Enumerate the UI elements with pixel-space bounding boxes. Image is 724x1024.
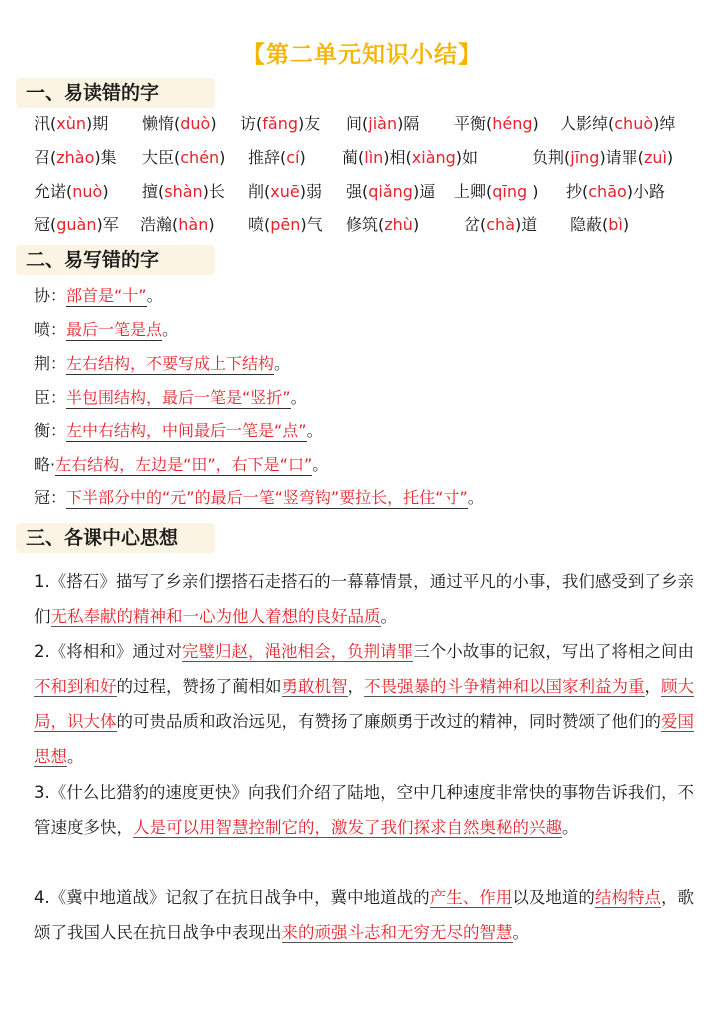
lesson-summary-4: 4.《冀中地道战》记叙了在抗日战争中，冀中地道战的产生、作用以及地道的结构特点，歌颂了我国人民在抗日战争中表现出来的顽强斗志和无穷无尽的智慧。 bbox=[34, 888, 695, 942]
pinyin-item: 浩瀚(hàn) bbox=[140, 215, 215, 234]
lesson-summary-3: 3.《什么比猎豹的速度更快》向我们介绍了陆地，空中几种速度非常快的事物告诉我们，不管速度多快，人是可以用智慧控制它的，激发了我们探求自然奥秘的兴趣。 bbox=[34, 783, 694, 837]
pinyin-item: 人影绰(chuò)绰 bbox=[560, 114, 676, 133]
page-title: 【第二单元知识小结】 bbox=[242, 42, 482, 68]
pinyin-item: 上卿(qīng ) bbox=[454, 182, 539, 201]
pinyin-item: 推辞(cí) bbox=[248, 148, 306, 167]
pinyin-item: 懒惰(duò) bbox=[142, 114, 217, 133]
pinyin-item: 访(fǎng)友 bbox=[240, 114, 321, 133]
writing-rule-row: 荆：左右结构，不要写成上下结构。 bbox=[34, 354, 291, 373]
pinyin-item: 擅(shàn)长 bbox=[142, 182, 225, 201]
pinyin-item: 抄(chāo)小路 bbox=[566, 182, 666, 201]
pinyin-item: 冠(guàn)军 bbox=[34, 215, 119, 234]
pinyin-item: 喷(pēn)气 bbox=[248, 215, 323, 234]
pinyin-item: 大臣(chén) bbox=[142, 148, 226, 167]
pinyin-item: 强(qiǎng)逼 bbox=[346, 182, 436, 201]
pinyin-item: 蔺(lìn)相(xiàng)如 bbox=[342, 148, 479, 167]
pinyin-item: 负荆(jīng)请罪(zuì) bbox=[532, 148, 674, 167]
section-heading-misread: 一、易读错的字 bbox=[16, 78, 215, 108]
pinyin-item: 隐蔽(bì) bbox=[570, 215, 630, 234]
writing-rule-row: 喷：最后一笔是点。 bbox=[34, 320, 179, 339]
section-heading-miswritten: 二、易写错的字 bbox=[16, 245, 215, 275]
section-heading-central-ideas: 三、各课中心思想 bbox=[16, 523, 215, 553]
pinyin-item: 召(zhào)集 bbox=[34, 148, 117, 167]
writing-rule-row: 协：部首是“十”。 bbox=[34, 286, 163, 305]
writing-rule-row: 略·左右结构，左边是“田”，右下是“口”。 bbox=[34, 455, 329, 474]
writing-rule-row: 冠：下半部分中的“元”的最后一笔“竖弯钩”要拉长，托住“寸”。 bbox=[34, 488, 484, 507]
pinyin-item: 间(jiàn)隔 bbox=[346, 114, 420, 133]
lesson-summary-1: 1.《搭石》描写了乡亲们摆搭石走搭石的一幕幕情景，通过平凡的小事，我们感受到了乡亲们无私奉献的精神和一心为他人着想的良好品质。 bbox=[34, 572, 694, 626]
writing-rule-row: 臣：半包围结构，最后一笔是“竖折”。 bbox=[34, 388, 307, 407]
writing-rule-row: 衡：左中右结构，中间最后一笔是“点”。 bbox=[34, 421, 323, 440]
pinyin-item: 平衡(héng) bbox=[454, 114, 539, 133]
pinyin-item: 允诺(nuò) bbox=[34, 182, 109, 201]
lesson-summary-2: 2.《将相和》通过对完璧归赵，渑池相会，负荆请罪三个小故事的记叙，写出了将相之间由不和到和好的过程，赞扬了蔺相如勇敢机智，不畏强暴的斗争精神和以国家利益为重，顾大局，识大体的可贵品质和政治远见，有赞扬了廉颇勇于改过的精神，同时赞颂了他们的爱国思想。 bbox=[34, 642, 695, 766]
pinyin-item: 岔(chà)道 bbox=[464, 215, 538, 234]
pinyin-item: 削(xuē)弱 bbox=[248, 182, 322, 201]
pinyin-item: 修筑(zhù) bbox=[346, 215, 420, 234]
pinyin-item: 汛(xùn)期 bbox=[34, 114, 109, 133]
